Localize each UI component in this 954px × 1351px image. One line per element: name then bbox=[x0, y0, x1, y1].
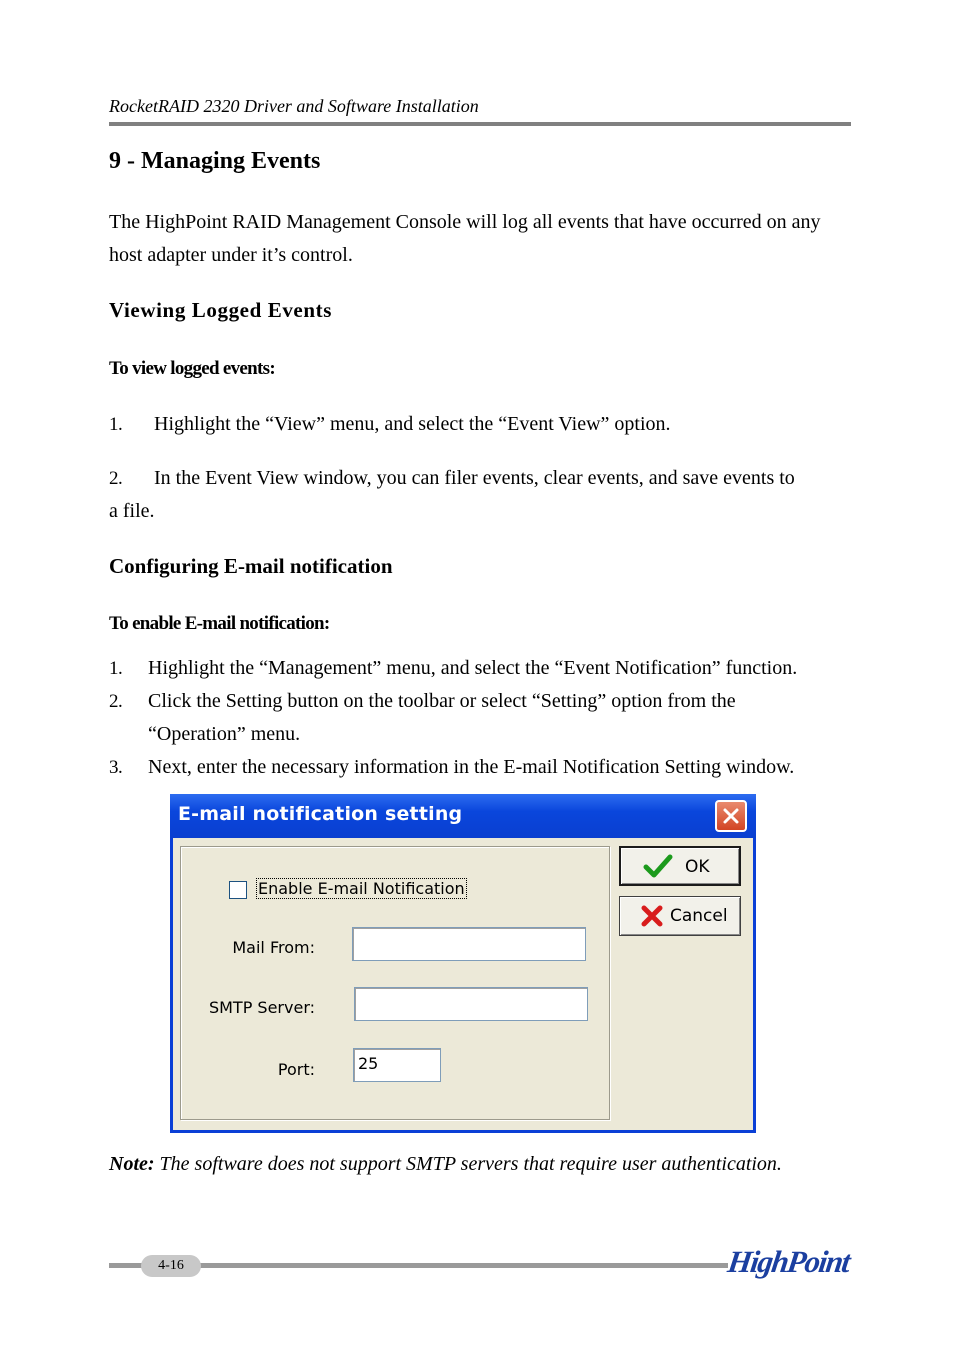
footer-rule bbox=[200, 1263, 728, 1268]
note-text: The software does not support SMTP servers that require user authentication. bbox=[154, 1153, 782, 1175]
viewing-heading: Viewing Logged Events bbox=[109, 298, 332, 322]
step-text: Click the Setting button on the toolbar or select “Setting” option from the “Operation” menu. bbox=[148, 690, 736, 745]
viewing-step-1 bbox=[109, 408, 851, 441]
close-button[interactable] bbox=[715, 800, 747, 832]
note-paragraph bbox=[109, 1153, 782, 1176]
checkmark-icon bbox=[643, 854, 673, 878]
enable-notification-checkbox[interactable] bbox=[229, 881, 247, 899]
email-steps bbox=[109, 652, 854, 784]
step-number: 3. bbox=[109, 757, 123, 778]
step-number: 2. bbox=[109, 468, 123, 489]
dialog-body bbox=[173, 838, 753, 1130]
step-text-continued: a file. bbox=[109, 500, 155, 522]
note-label: Note: bbox=[109, 1153, 155, 1175]
cross-icon bbox=[640, 904, 664, 928]
step-text: Highlight the “Management” menu, and select the “Event Notification” function. bbox=[148, 657, 798, 679]
viewing-step-2 bbox=[109, 462, 851, 528]
email-notification-dialog bbox=[170, 794, 756, 1133]
ok-label: OK bbox=[685, 857, 710, 877]
close-icon bbox=[722, 807, 740, 825]
highpoint-logo: HighPoint bbox=[725, 1244, 852, 1279]
cancel-label: Cancel bbox=[670, 906, 728, 926]
cancel-button[interactable] bbox=[619, 896, 741, 936]
page-number: 4-16 bbox=[141, 1255, 201, 1277]
step-number: 1. bbox=[109, 658, 123, 679]
smtp-server-label: SMTP Server: bbox=[208, 998, 315, 1017]
step-number: 1. bbox=[109, 414, 123, 435]
dialog-title: E-mail notification setting bbox=[178, 803, 463, 825]
mail-from-label: Mail From: bbox=[232, 938, 315, 957]
intro-paragraph: The HighPoint RAID Management Console will log all events that have occurred on any host adapter under it’s control. bbox=[109, 211, 821, 266]
list-item bbox=[109, 685, 854, 751]
step-number: 2. bbox=[109, 691, 123, 712]
port-input[interactable]: 25 bbox=[353, 1048, 441, 1082]
running-header: RocketRAID 2320 Driver and Software Installation bbox=[109, 96, 479, 116]
email-subheading: To enable E-mail notification: bbox=[109, 613, 330, 634]
email-heading: Configuring E-mail notification bbox=[109, 554, 393, 578]
step-text: Next, enter the necessary information in the E-mail Notification Setting window. bbox=[148, 756, 795, 778]
mail-from-input[interactable] bbox=[352, 927, 586, 961]
list-item bbox=[109, 652, 854, 685]
header-divider bbox=[109, 122, 851, 126]
viewing-subheading: To view logged events: bbox=[109, 358, 275, 379]
dialog-titlebar[interactable] bbox=[170, 794, 756, 838]
settings-group bbox=[180, 846, 610, 1120]
port-label: Port: bbox=[277, 1060, 315, 1079]
ok-button[interactable] bbox=[619, 846, 741, 886]
list-item bbox=[109, 751, 854, 784]
enable-notification-label[interactable]: Enable E-mail Notification bbox=[258, 879, 465, 898]
step-text: Highlight the “View” menu, and select the “Event View” option. bbox=[154, 413, 671, 435]
step-text: In the Event View window, you can filer events, clear events, and save events to bbox=[154, 467, 795, 489]
section-title: 9 - Managing Events bbox=[109, 148, 321, 174]
smtp-server-input[interactable] bbox=[354, 987, 588, 1021]
